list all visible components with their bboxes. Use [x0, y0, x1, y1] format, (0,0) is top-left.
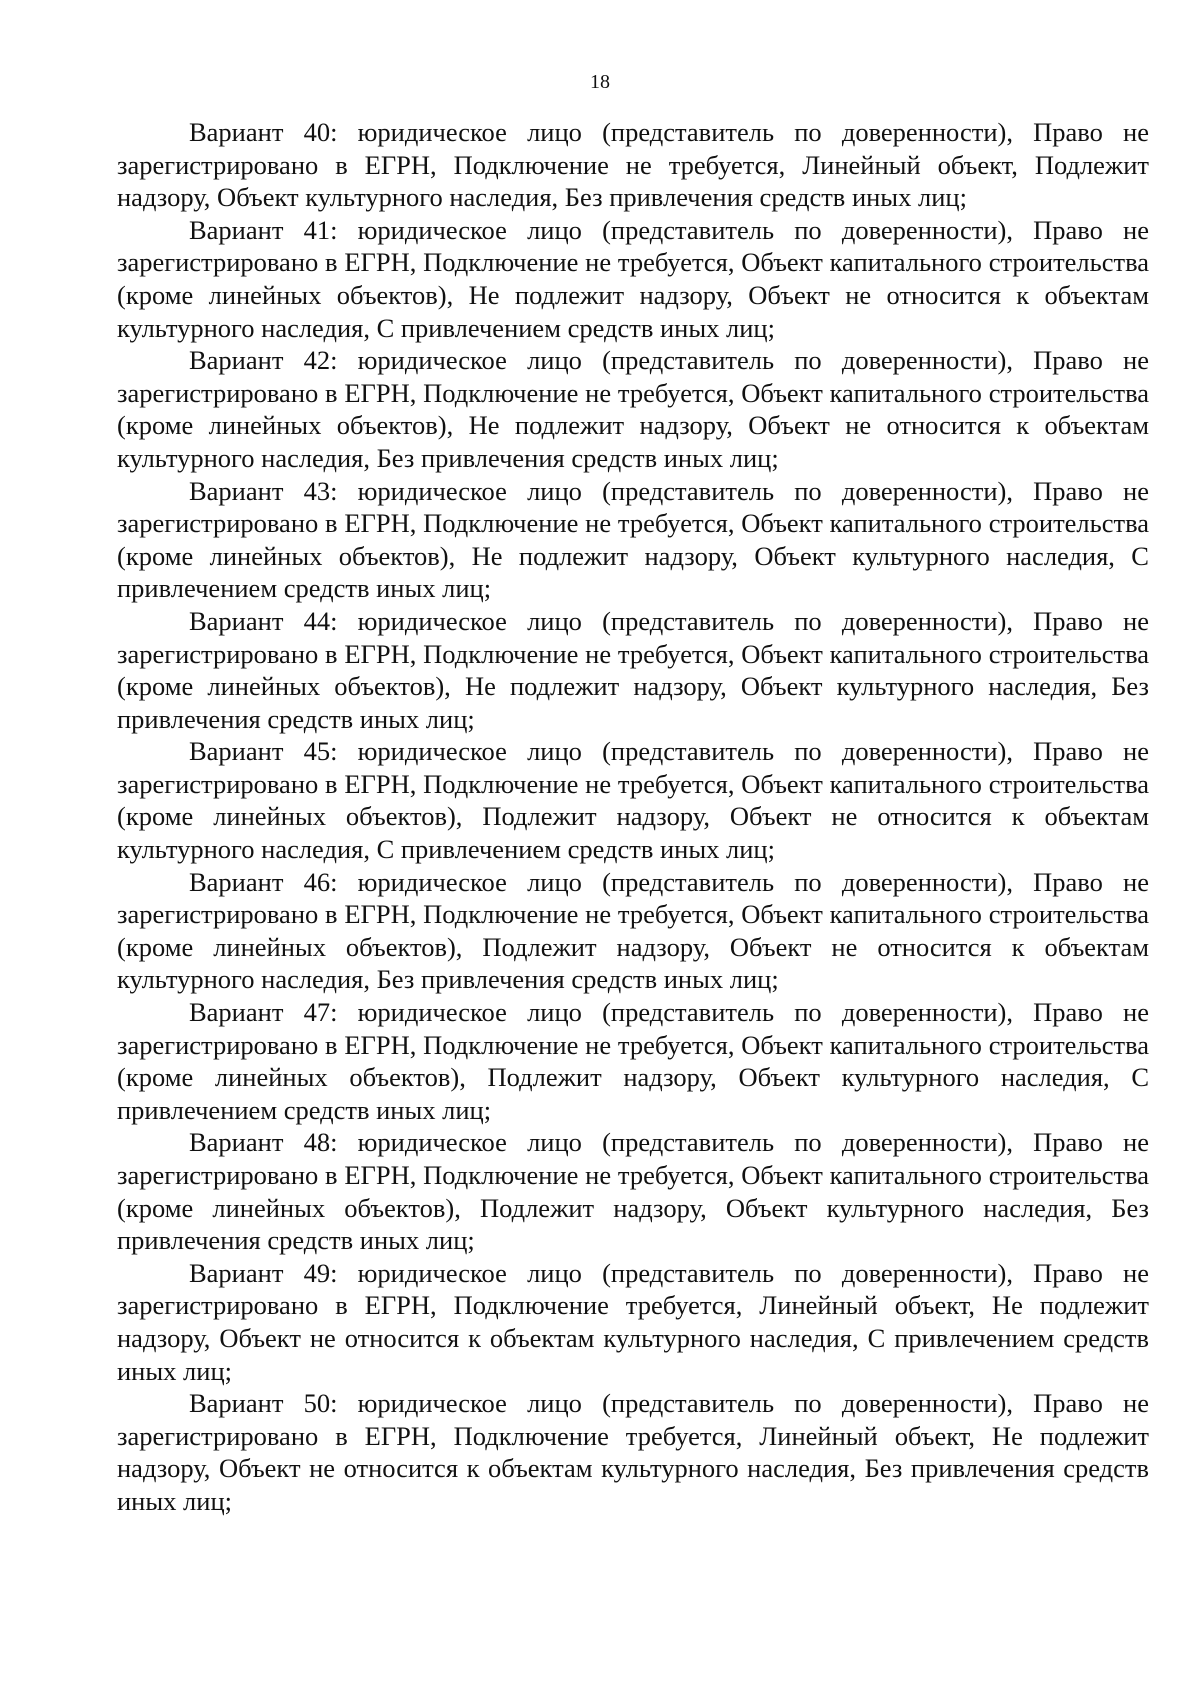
- variant-paragraph: Вариант 42: юридическое лицо (представитель по доверенности), Право не зарегистрировано в ЕГРН, Подключение не требуется, Объект капитального строительства (кроме линейных объектов), Не подлежит надзору, Объект не относится к объектам культурного наследия, Без привлечения средств иных лиц;: [117, 345, 1149, 473]
- variant-paragraph: Вариант 50: юридическое лицо (представитель по доверенности), Право не зарегистрировано в ЕГРН, Подключение требуется, Линейный объект, Не подлежит надзору, Объект не относится к объектам культурного наследия, Без привлечения средств иных лиц;: [117, 1388, 1149, 1516]
- variant-paragraph: Вариант 47: юридическое лицо (представитель по доверенности), Право не зарегистрировано в ЕГРН, Подключение не требуется, Объект капитального строительства (кроме линейных объектов), Подлежит надзору, Объект культурного наследия, С привлечением средств иных лиц;: [117, 997, 1149, 1125]
- variant-paragraph: Вариант 44: юридическое лицо (представитель по доверенности), Право не зарегистрировано в ЕГРН, Подключение не требуется, Объект капитального строительства (кроме линейных объектов), Не подлежит надзору, Объект культурного наследия, Без привлечения средств иных лиц;: [117, 605, 1149, 734]
- variant-paragraph: Вариант 45: юридическое лицо (представитель по доверенности), Право не зарегистрировано в ЕГРН, Подключение не требуется, Объект капитального строительства (кроме линейных объектов), Подлежит надзору, Объект не относится к объектам культурного наследия, С привлечением средств иных лиц;: [117, 736, 1149, 865]
- page-number: 18: [590, 71, 610, 93]
- variant-paragraph: Вариант 49: юридическое лицо (представитель по доверенности), Право не зарегистрировано в ЕГРН, Подключение требуется, Линейный объект, Не подлежит надзору, Объект не относится к объектам культурного наследия, С привлечением средств иных лиц;: [117, 1257, 1149, 1386]
- variant-paragraph: Вариант 41: юридическое лицо (представитель по доверенности), Право не зарегистрировано в ЕГРН, Подключение не требуется, Объект капитального строительства (кроме линейных объектов), Не подлежит надзору, Объект не относится к объектам культурного наследия, С привлечением средств иных лиц;: [117, 214, 1149, 343]
- variant-paragraph: Вариант 46: юридическое лицо (представитель по доверенности), Право не зарегистрировано в ЕГРН, Подключение не требуется, Объект капитального строительства (кроме линейных объектов), Подлежит надзору, Объект не относится к объектам культурного наследия, Без привлечения средств иных лиц;: [117, 866, 1149, 995]
- variant-paragraph: Вариант 40: юридическое лицо (представитель по доверенности), Право не зарегистрировано в ЕГРН, Подключение не требуется, Линейный объект, Подлежит надзору, Объект культурного наследия, Без привлечения средств иных лиц;: [117, 117, 1149, 213]
- document-body: [117, 116, 1149, 1518]
- variant-paragraph: Вариант 43: юридическое лицо (представитель по доверенности), Право не зарегистрировано в ЕГРН, Подключение не требуется, Объект капитального строительства (кроме линейных объектов), Не подлежит надзору, Объект культурного наследия, С привлечением средств иных лиц;: [117, 475, 1149, 604]
- variant-paragraph: Вариант 48: юридическое лицо (представитель по доверенности), Право не зарегистрировано в ЕГРН, Подключение не требуется, Объект капитального строительства (кроме линейных объектов), Подлежит надзору, Объект культурного наследия, Без привлечения средств иных лиц;: [117, 1127, 1149, 1256]
